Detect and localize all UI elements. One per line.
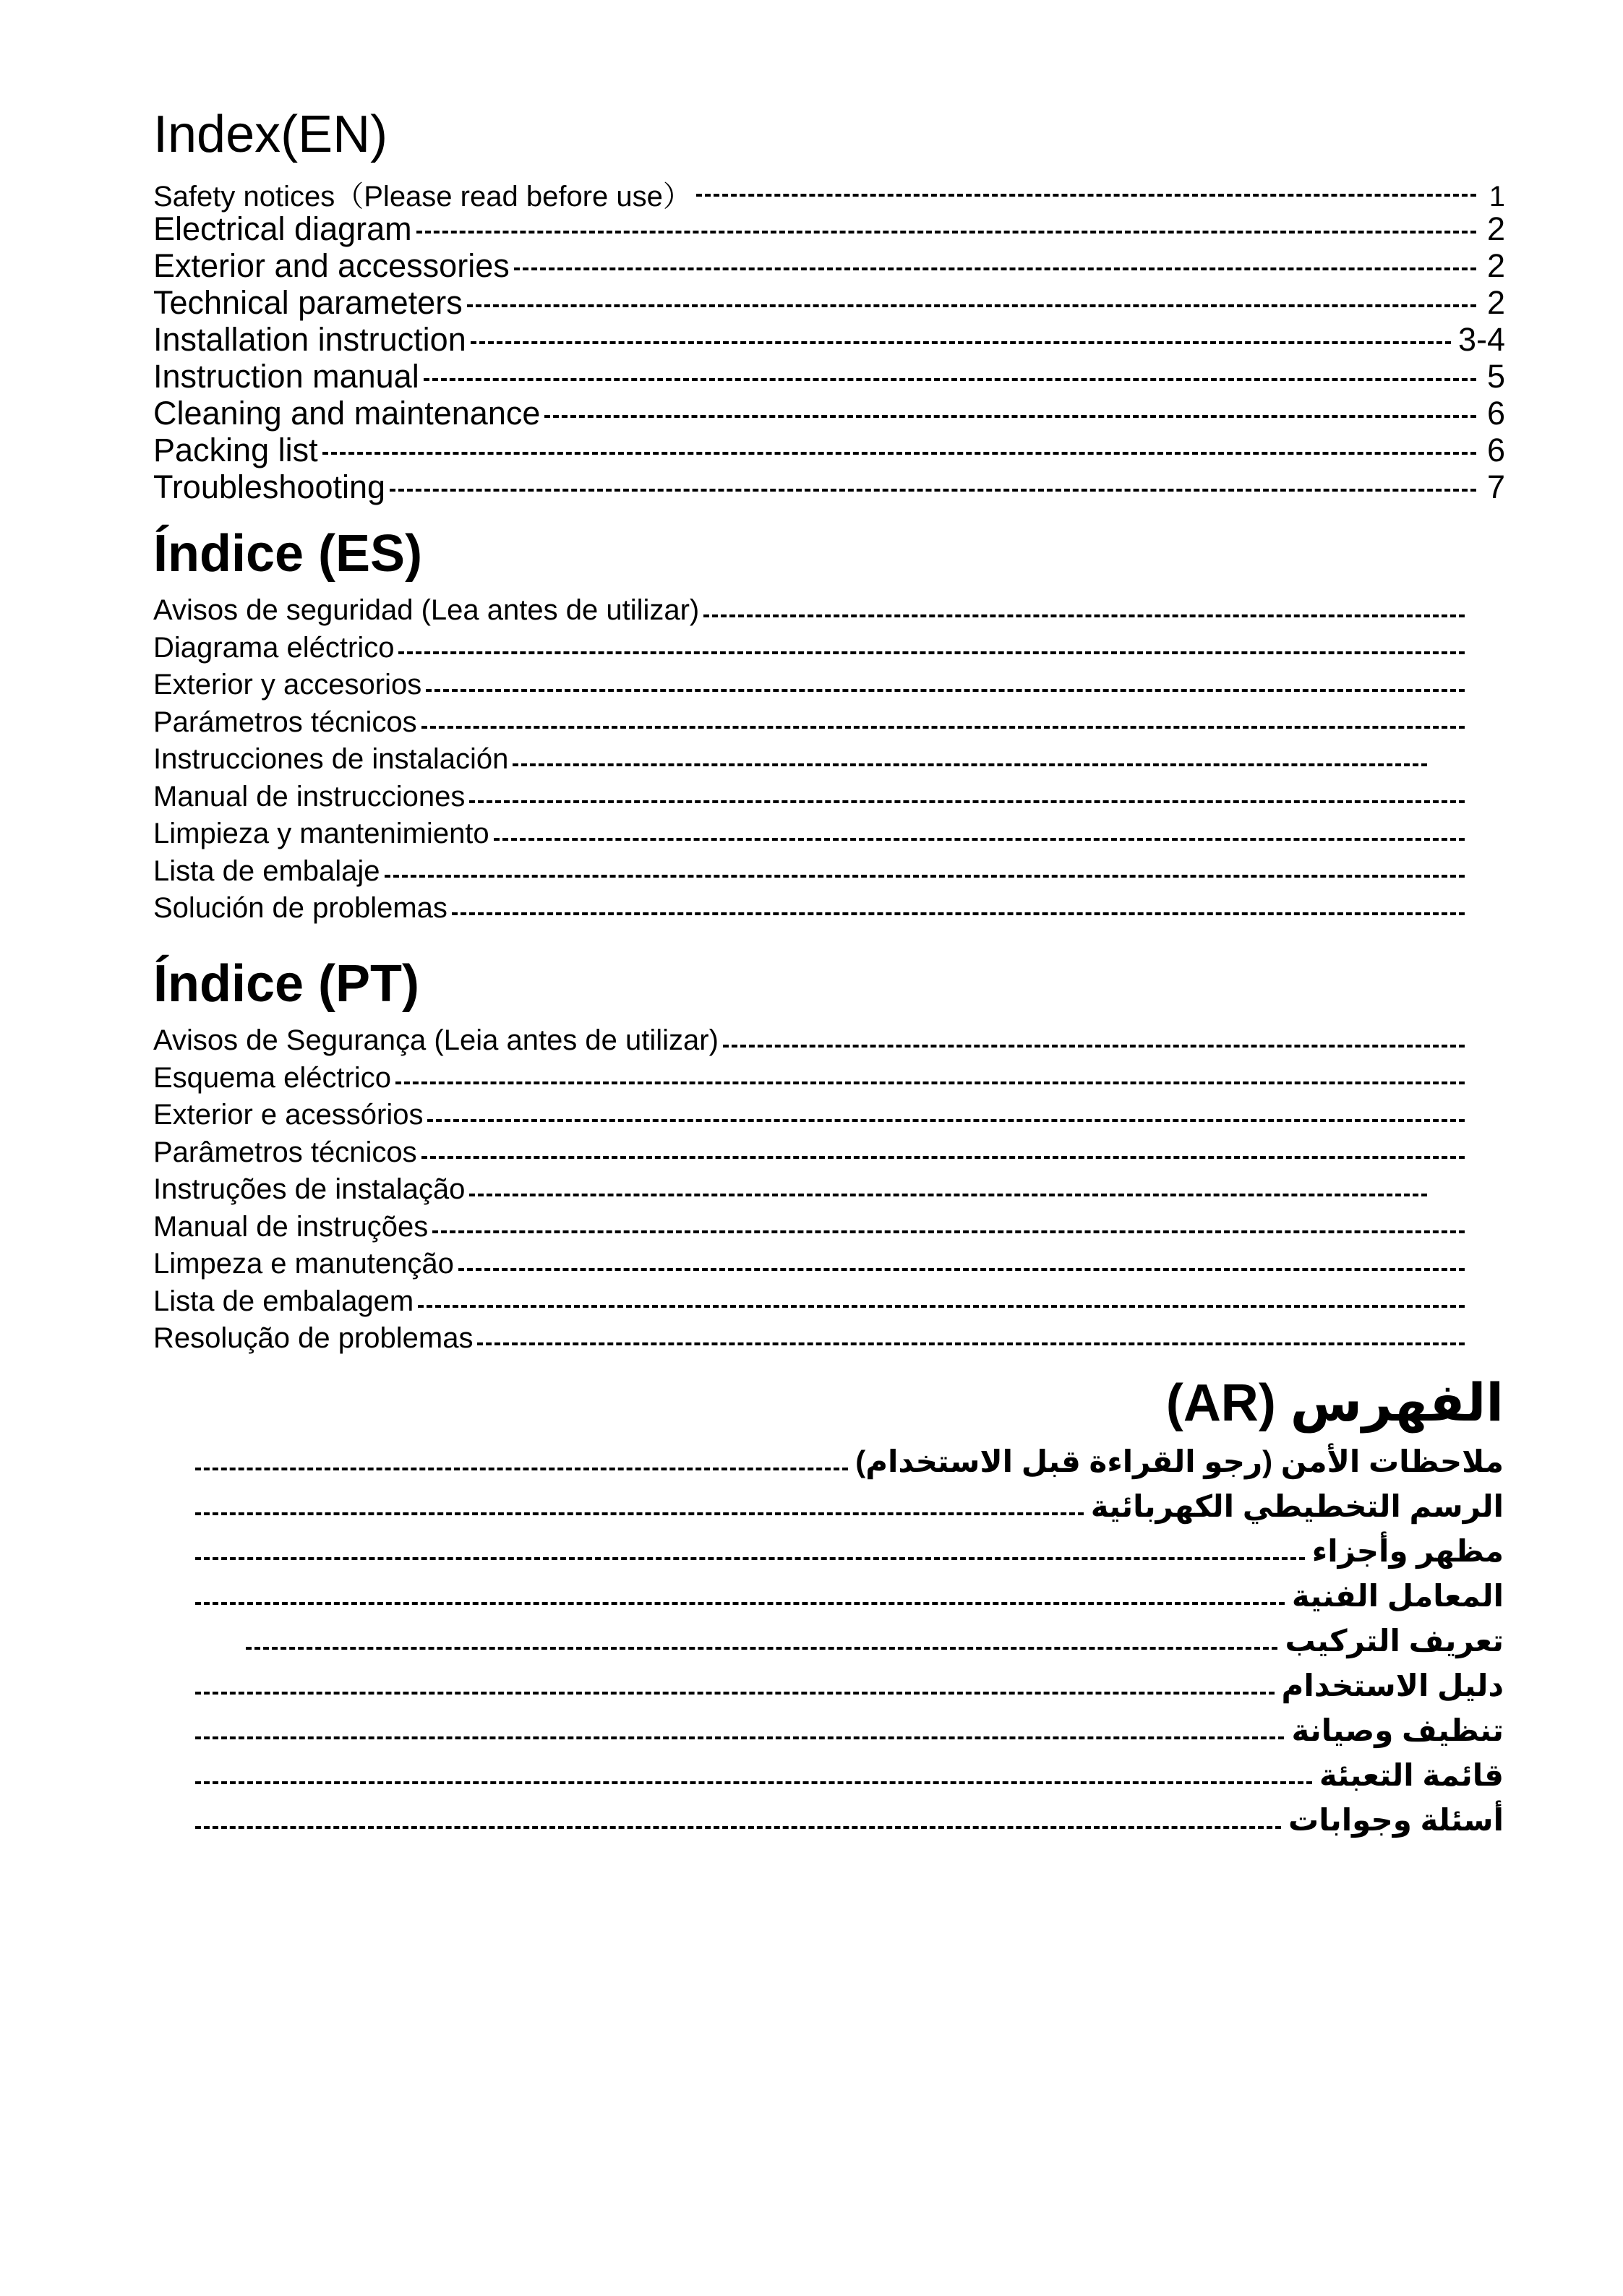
toc-entry-ar-troubleshooting[interactable] bbox=[195, 1802, 1504, 1847]
dot-leader bbox=[195, 1692, 1275, 1695]
dot-leader bbox=[195, 1512, 1084, 1515]
toc-page-number: 1 bbox=[1489, 181, 1505, 213]
index-section-ar bbox=[195, 1374, 1504, 1847]
dot-leader bbox=[514, 267, 1476, 270]
toc-entry-ar-installation[interactable] bbox=[195, 1623, 1504, 1668]
toc-label: المعامل الفنية bbox=[1291, 1579, 1504, 1613]
toc-page-number: 2 bbox=[1486, 284, 1505, 321]
toc-page-number: 7 bbox=[1486, 468, 1505, 505]
dot-leader bbox=[469, 800, 1465, 803]
toc-entry-ar-safety[interactable] bbox=[195, 1444, 1504, 1488]
dot-leader bbox=[421, 1156, 1465, 1159]
dot-leader bbox=[723, 1045, 1465, 1048]
toc-label: Electrical diagram bbox=[153, 210, 412, 247]
toc-label: Parámetros técnicos bbox=[153, 706, 417, 738]
toc-label: Installation instruction bbox=[153, 321, 466, 358]
toc-list-en bbox=[153, 174, 1505, 505]
toc-label: Manual de instrucciones bbox=[153, 780, 466, 813]
toc-entry-pt-exterior[interactable] bbox=[153, 1099, 1469, 1136]
toc-entry-en-safety[interactable] bbox=[153, 174, 1505, 213]
dot-leader bbox=[432, 1230, 1465, 1233]
toc-label: Exterior y accesorios bbox=[153, 669, 422, 701]
dot-leader bbox=[418, 1305, 1465, 1308]
toc-entry-ar-technical[interactable] bbox=[195, 1578, 1504, 1623]
dot-leader bbox=[467, 304, 1476, 307]
dot-leader bbox=[696, 194, 1476, 197]
toc-list-es bbox=[153, 594, 1469, 930]
toc-label: Parâmetros técnicos bbox=[153, 1136, 417, 1168]
toc-label: Lista de embalagem bbox=[153, 1285, 414, 1317]
toc-label: Safety notices（Please read before use） bbox=[153, 181, 692, 213]
dot-leader bbox=[513, 763, 1427, 766]
toc-label: Instruction manual bbox=[153, 358, 419, 395]
toc-entry-pt-instruction[interactable] bbox=[153, 1211, 1469, 1248]
toc-entry-ar-instruction[interactable] bbox=[195, 1668, 1504, 1713]
toc-label: Lista de embalaje bbox=[153, 854, 380, 887]
toc-label: Avisos de seguridad (Lea antes de utilizar) bbox=[153, 594, 700, 626]
toc-entry-en-troubleshooting[interactable] bbox=[153, 468, 1505, 505]
toc-label: Instrucciones de instalación bbox=[153, 743, 509, 775]
toc-label: Esquema eléctrico bbox=[153, 1061, 392, 1094]
toc-entry-en-technical[interactable] bbox=[153, 284, 1505, 321]
toc-label: Solución de problemas bbox=[153, 892, 447, 924]
toc-entry-en-exterior[interactable] bbox=[153, 247, 1505, 284]
toc-label: Resolução de problemas bbox=[153, 1322, 474, 1354]
toc-label: Packing list bbox=[153, 432, 318, 468]
dot-leader bbox=[195, 1736, 1284, 1739]
toc-page-number: 2 bbox=[1486, 210, 1505, 247]
dot-leader bbox=[426, 689, 1465, 692]
toc-label: Manual de instruções bbox=[153, 1210, 429, 1243]
toc-entry-en-cleaning[interactable] bbox=[153, 395, 1505, 432]
dot-leader bbox=[477, 1342, 1465, 1345]
section-title-ar: الفهرس (AR) bbox=[1165, 1374, 1504, 1432]
section-title-pt: Índice (PT) bbox=[153, 955, 420, 1013]
toc-label: Troubleshooting bbox=[153, 468, 386, 505]
dot-leader bbox=[195, 1602, 1285, 1605]
dot-leader bbox=[424, 378, 1476, 381]
toc-entry-ar-packing[interactable] bbox=[195, 1757, 1504, 1802]
dot-leader bbox=[390, 489, 1476, 492]
toc-label: دليل الاستخدام bbox=[1281, 1669, 1504, 1702]
toc-entry-es-safety[interactable] bbox=[153, 594, 1469, 632]
toc-label: Technical parameters bbox=[153, 284, 463, 321]
toc-page-number: 3-4 bbox=[1457, 321, 1505, 358]
dot-leader bbox=[416, 231, 1476, 234]
toc-list-ar bbox=[195, 1444, 1504, 1847]
section-title-es: Índice (ES) bbox=[153, 525, 423, 583]
toc-label: أسئلة وجوابات bbox=[1288, 1803, 1504, 1837]
toc-label: Limpieza y mantenimiento bbox=[153, 818, 489, 849]
toc-entry-es-cleaning[interactable] bbox=[153, 818, 1469, 855]
dot-leader bbox=[427, 1119, 1465, 1122]
toc-entry-pt-cleaning[interactable] bbox=[153, 1248, 1469, 1285]
toc-page-number: 5 bbox=[1486, 358, 1505, 395]
dot-leader bbox=[195, 1826, 1281, 1829]
toc-label: ملاحظات الأمن (رجو القراءة قبل الاستخدام) bbox=[855, 1444, 1504, 1478]
toc-label: Exterior and accessories bbox=[153, 247, 510, 284]
toc-entry-pt-troubleshooting[interactable] bbox=[153, 1322, 1469, 1360]
dot-leader bbox=[385, 875, 1465, 878]
toc-label: Limpeza e manutenção bbox=[153, 1248, 454, 1280]
index-section-es bbox=[153, 525, 1469, 930]
dot-leader bbox=[421, 726, 1465, 729]
toc-entry-es-packing[interactable] bbox=[153, 855, 1469, 893]
toc-entry-ar-electrical[interactable] bbox=[195, 1488, 1504, 1533]
dot-leader bbox=[458, 1268, 1465, 1271]
toc-label: الرسم التخطيطي الكهربائية bbox=[1090, 1489, 1504, 1523]
toc-page-number: 6 bbox=[1486, 432, 1505, 468]
dot-leader bbox=[544, 415, 1476, 418]
dot-leader bbox=[195, 1468, 848, 1470]
toc-entry-pt-packing[interactable] bbox=[153, 1285, 1469, 1323]
dot-leader bbox=[469, 1194, 1427, 1196]
toc-label: مظهر وأجزاء bbox=[1311, 1534, 1504, 1568]
toc-entry-pt-technical[interactable] bbox=[153, 1136, 1469, 1174]
toc-entry-es-electrical[interactable] bbox=[153, 632, 1469, 669]
toc-entry-en-installation[interactable] bbox=[153, 321, 1505, 358]
toc-label: قائمة التعبئة bbox=[1319, 1758, 1504, 1792]
toc-label: تعريف التركيب bbox=[1285, 1624, 1504, 1658]
dot-leader bbox=[398, 651, 1465, 654]
dot-leader bbox=[322, 452, 1476, 455]
index-section-pt bbox=[153, 955, 1469, 1360]
dot-leader bbox=[703, 614, 1465, 617]
toc-entry-en-packing[interactable] bbox=[153, 432, 1505, 468]
dot-leader bbox=[195, 1557, 1305, 1560]
toc-label: Diagrama eléctrico bbox=[153, 631, 395, 664]
dot-leader bbox=[395, 1081, 1465, 1084]
toc-entry-es-exterior[interactable] bbox=[153, 669, 1469, 706]
toc-entry-ar-exterior[interactable] bbox=[195, 1533, 1504, 1578]
toc-entry-pt-safety[interactable] bbox=[153, 1024, 1469, 1062]
toc-entry-es-technical[interactable] bbox=[153, 706, 1469, 744]
toc-entry-pt-installation[interactable] bbox=[153, 1173, 1469, 1211]
toc-label: Exterior e acessórios bbox=[153, 1099, 424, 1131]
toc-entry-en-electrical[interactable] bbox=[153, 210, 1505, 247]
toc-page-number: 6 bbox=[1486, 395, 1505, 432]
dot-leader bbox=[195, 1781, 1312, 1784]
section-title-en: Index(EN) bbox=[153, 106, 388, 163]
toc-page-number: 2 bbox=[1486, 247, 1505, 284]
toc-entry-es-installation[interactable] bbox=[153, 743, 1469, 781]
dot-leader bbox=[494, 838, 1465, 841]
toc-label: تنظيف وصيانة bbox=[1291, 1713, 1504, 1747]
dot-leader bbox=[452, 912, 1465, 915]
dot-leader bbox=[471, 341, 1451, 344]
toc-entry-es-instruction[interactable] bbox=[153, 781, 1469, 818]
toc-label: Instruções de instalação bbox=[153, 1173, 466, 1205]
toc-entry-en-instruction[interactable] bbox=[153, 358, 1505, 395]
toc-entry-pt-electrical[interactable] bbox=[153, 1062, 1469, 1100]
toc-list-pt bbox=[153, 1024, 1469, 1360]
dot-leader bbox=[246, 1647, 1277, 1650]
toc-label: Avisos de Segurança (Leia antes de utilizar) bbox=[153, 1024, 719, 1056]
toc-entry-es-troubleshooting[interactable] bbox=[153, 892, 1469, 930]
index-section-en bbox=[153, 108, 1505, 505]
toc-label: Cleaning and maintenance bbox=[153, 395, 541, 432]
toc-entry-ar-cleaning[interactable] bbox=[195, 1713, 1504, 1757]
